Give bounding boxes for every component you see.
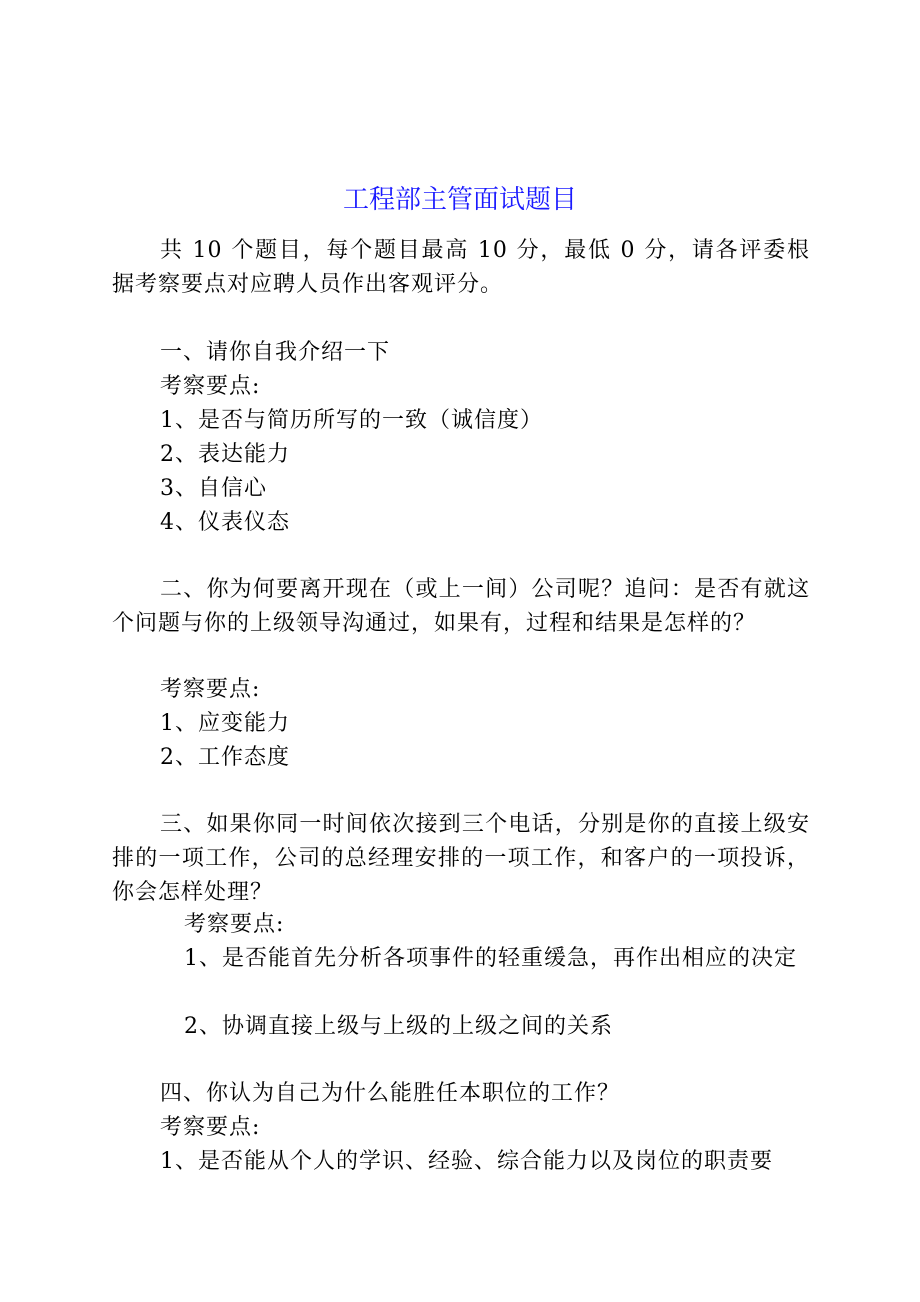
q2-points-label: 考察要点: [160,677,261,702]
q2-point-1: 1、应变能力 [160,711,290,736]
document-title: 工程部主管面试题目 [342,185,577,215]
q4-points-label: 考察要点: [160,1115,261,1140]
q4-point-1: 1、是否能从个人的学识、经验、综合能力以及岗位的职责要 [160,1149,773,1174]
question-4: 四、你认为自己为什么能胜任本职位的工作？ [160,1081,621,1106]
intro-paragraph: 共 10 个题目，每个题目最高 10 分，最低 0 分，请各评委根据考察要点对应聘人员作出客观评分。 [112,238,810,297]
q3-point-1: 1、是否能首先分析各项事件的轻重缓急，再作出相应的决定 [184,946,797,971]
q1-point-4: 4、仪表仪态 [160,510,290,535]
q1-point-3: 3、自信心 [160,476,267,501]
q1-point-1: 1、是否与简历所写的一致（诚信度） [160,408,543,433]
q1-points-label: 考察要点: [160,374,261,399]
question-2: 二、你为何要离开现在（或上一间）公司呢？追问：是否有就这个问题与你的上级领导沟通过，如果有，过程和结果是怎样的？ [112,577,810,636]
question-3: 三、如果你同一时间依次接到三个电话，分别是你的直接上级安排的一项工作，公司的总经理安排的一项工作，和客户的一项投诉，你会怎样处理？ [112,812,810,905]
q1-point-2: 2、表达能力 [160,442,290,467]
q2-point-2: 2、工作态度 [160,745,290,770]
q3-point-2: 2、协调直接上级与上级的上级之间的关系 [184,1014,613,1039]
question-1: 一、请你自我介绍一下 [160,340,391,365]
q3-points-label: 考察要点: [184,912,285,937]
